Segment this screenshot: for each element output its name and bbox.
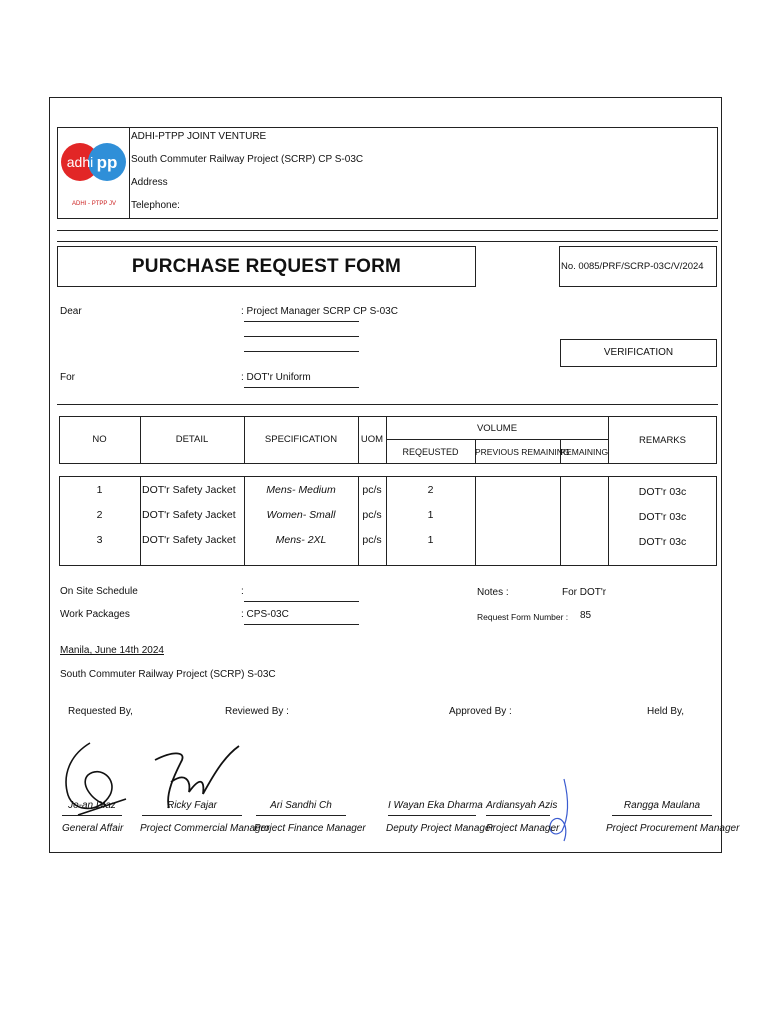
notes-label: Notes : [477, 587, 509, 598]
col-divider [560, 476, 561, 566]
signer-role: Project Procurement Manager [606, 823, 740, 834]
signature-line [142, 815, 242, 816]
verification-label: VERIFICATION [603, 347, 674, 358]
onsite-value: : [241, 586, 244, 597]
work-underline [244, 624, 359, 625]
company-name: ADHI-PTPP JOINT VENTURE [131, 131, 267, 142]
telephone-label: Telephone: [131, 200, 180, 211]
signer-name: Ari Sandhi Ch [270, 800, 332, 811]
svg-text:adhi: adhi [66, 154, 94, 170]
col-divider [475, 476, 476, 566]
blank-line [244, 336, 359, 337]
project-name: South Commuter Railway Project (SCRP) CP S-03C [131, 154, 364, 165]
signer-role: Project Finance Manager [254, 823, 366, 834]
onsite-label: On Site Schedule [60, 586, 138, 597]
row-requested: 1 [427, 509, 434, 521]
header-requested: REQEUSTED [402, 447, 459, 457]
held-by-label: Held By, [647, 706, 685, 717]
blank-line [244, 351, 359, 352]
volume-divider [386, 439, 608, 440]
signature-line [62, 815, 122, 816]
dear-label: Dear [60, 306, 82, 317]
signer-role: Project Manager [486, 823, 560, 834]
signer-name: Ricky Fajar [166, 800, 217, 811]
header-previous-remaining: PREVIOUS REMAINING [475, 447, 570, 457]
header-specification: SPECIFICATION [264, 434, 338, 445]
letterhead-divider [129, 127, 130, 219]
row-requested: 2 [427, 484, 434, 496]
requested-by-label: Requested By, [68, 706, 133, 717]
for-value: : DOT'r Uniform [241, 372, 311, 383]
signature-line [612, 815, 712, 816]
signature-line [388, 815, 476, 816]
separator-line [57, 230, 718, 231]
signer-role: Deputy Project Manager [386, 823, 494, 834]
handwritten-signature [60, 735, 130, 825]
row-uom: pc/s [362, 509, 382, 521]
notes-value: For DOT'r [562, 587, 607, 598]
header-detail: DETAIL [175, 434, 209, 445]
reviewed-by-label: Reviewed By : [225, 706, 289, 717]
separator-line [57, 404, 718, 405]
separator-line [57, 241, 718, 242]
signer-name: Ardiansyah Azis [486, 800, 558, 811]
row-no: 1 [96, 484, 103, 496]
signature-line [256, 815, 346, 816]
signature-line [486, 815, 550, 816]
svg-text:pp: pp [96, 153, 118, 172]
request-number-label: Request Form Number : [477, 612, 569, 622]
approved-by-label: Approved By : [449, 706, 512, 717]
row-spec: Mens- 2XL [275, 534, 327, 546]
row-no: 3 [96, 534, 103, 546]
company-logo [60, 129, 128, 211]
row-remarks: DOT'r 03c [638, 536, 687, 548]
work-label: Work Packages [60, 609, 130, 620]
request-number-value: 85 [580, 610, 592, 621]
signer-name: Rangga Maulana [623, 800, 701, 811]
dear-value: : Project Manager SCRP CP S-03C [241, 306, 398, 317]
signer-name: I Wayan Eka Dharma [388, 800, 483, 811]
header-uom: UOM [360, 434, 384, 445]
header-remaining: REMAINING [560, 447, 609, 457]
for-underline [244, 387, 359, 388]
onsite-underline [244, 601, 359, 602]
form-number: No. 0085/PRF/SCRP-03C/V/2024 [561, 261, 704, 272]
for-label: For [60, 372, 75, 383]
col-divider [140, 476, 141, 566]
address-label: Address [131, 177, 168, 188]
header-remarks: REMARKS [639, 435, 686, 446]
work-value: : CPS-03C [241, 609, 289, 620]
header-volume: VOLUME [476, 423, 518, 434]
row-uom: pc/s [362, 534, 382, 546]
row-spec: Mens- Medium [266, 484, 336, 496]
header-no: NO [92, 434, 107, 445]
row-remarks: DOT'r 03c [638, 486, 687, 498]
row-detail: DOT'r Safety Jacket [142, 509, 236, 521]
row-remarks: DOT'r 03c [638, 511, 687, 523]
place-date: Manila, June 14th 2024 [60, 645, 164, 656]
signer-role: General Affair [62, 823, 124, 834]
row-detail: DOT'r Safety Jacket [142, 534, 236, 546]
svg-text:ADHI - PTPP JV: ADHI - PTPP JV [72, 201, 116, 207]
signer-name: Jo-an Diaz [68, 800, 116, 811]
row-detail: DOT'r Safety Jacket [142, 484, 236, 496]
dear-underline [244, 321, 359, 322]
signer-role: Project Commercial Manager [140, 823, 270, 834]
project-line: South Commuter Railway Project (SCRP) S-03C [60, 669, 276, 680]
row-uom: pc/s [362, 484, 382, 496]
row-spec: Women- Small [266, 509, 336, 521]
row-requested: 1 [427, 534, 434, 546]
page-title: PURCHASE REQUEST FORM [131, 256, 402, 277]
row-no: 2 [96, 509, 103, 521]
